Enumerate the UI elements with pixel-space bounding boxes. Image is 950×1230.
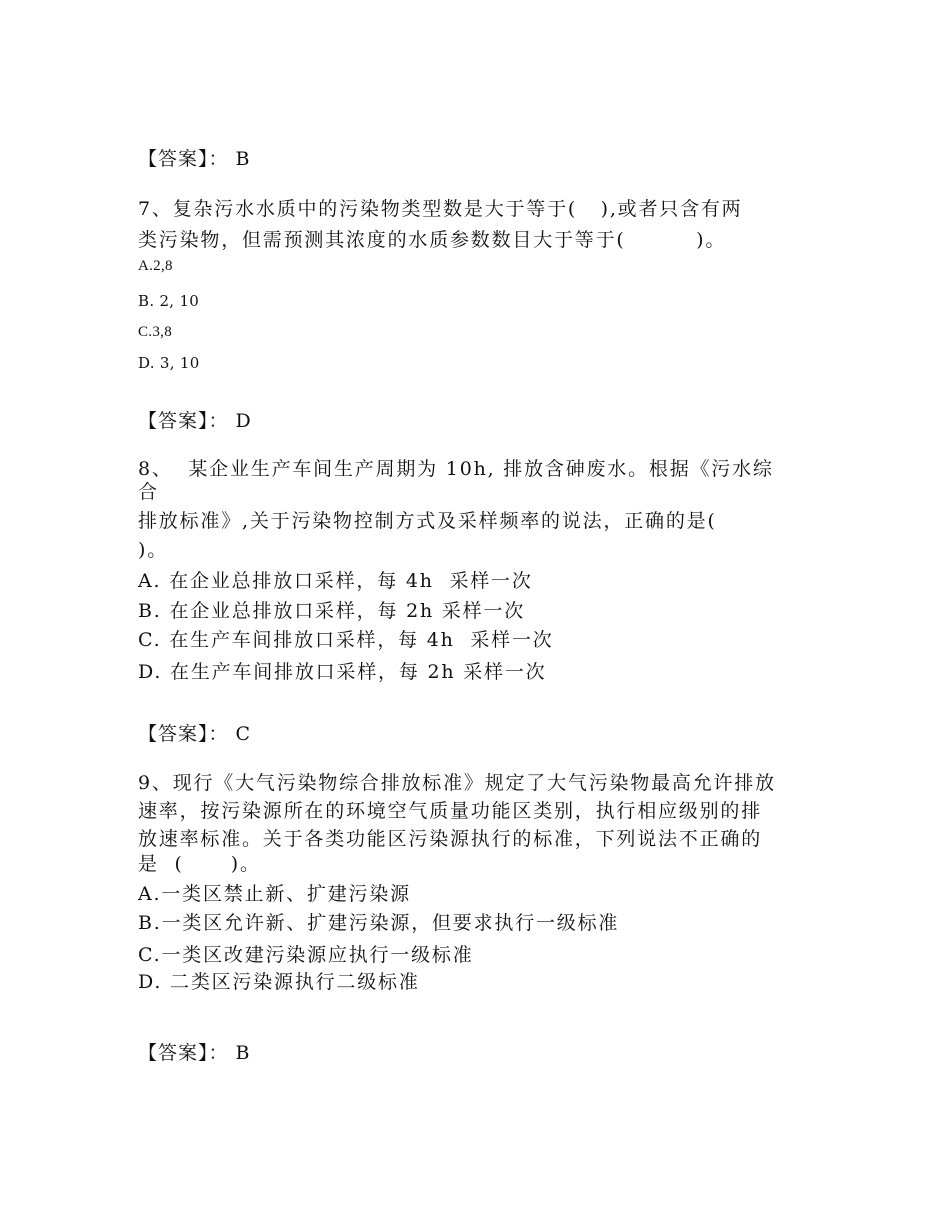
q9-option-c: C.一类区改建污染源应执行一级标准 — [138, 944, 474, 966]
q7-stem-line-2: 类污染物，但需预测其浓度的水质参数数目大于等于( )。 — [138, 229, 727, 251]
q8-stem-line-3: 排放标准》,关于污染物控制方式及采样频率的说法，正确的是( — [138, 510, 717, 532]
q7-stem-line-1: 7、复杂污水水质中的污染物类型数是大于等于( ),或者只含有两 — [138, 198, 743, 220]
q8-stem-line-2: 合 — [138, 481, 159, 503]
answer-q9: 【答案】： B — [138, 1042, 251, 1064]
q9-stem-line-2: 速率，按污染源所在的环境空气质量功能区类别，执行相应级别的排 — [138, 800, 763, 822]
q9-option-b: B.一类区允许新、扩建污染源，但要求执行一级标准 — [138, 912, 620, 934]
answer-q7: 【答案】： D — [138, 410, 252, 432]
q8-option-b: B. 在企业总排放口采样，每 2h 采样一次 — [138, 600, 526, 622]
q7-option-c: C.3,8 — [138, 324, 173, 340]
q7-option-b: B. 2, 10 — [138, 292, 200, 310]
q9-stem-line-3: 放速率标准。关于各类功能区污染源执行的标准，下列说法不正确的 — [138, 828, 763, 850]
q8-option-a: A. 在企业总排放口采样，每 4h 采样一次 — [138, 570, 533, 592]
q8-stem-line-4: )。 — [138, 539, 169, 561]
q9-option-a: A.一类区禁止新、扩建污染源 — [138, 883, 411, 905]
q8-stem-line-1: 8、 某企业生产车间生产周期为 10h, 排放含砷废水。根据《污水综 — [138, 458, 774, 480]
q9-option-d: D. 二类区污染源执行二级标准 — [138, 971, 420, 993]
q7-option-a: A.2,8 — [138, 258, 173, 274]
answer-q6: 【答案】： B — [138, 148, 251, 170]
q7-option-d: D. 3, 10 — [138, 354, 200, 372]
q8-option-d: D. 在生产车间排放口采样，每 2h 采样一次 — [138, 661, 547, 683]
answer-q8: 【答案】： C — [138, 723, 252, 745]
q9-stem-line-4: 是 ( )。 — [138, 853, 261, 875]
q9-stem-line-1: 9、现行《大气污染物综合排放标准》规定了大气污染物最高允许排放 — [138, 772, 776, 794]
q8-option-c: C. 在生产车间排放口采样，每 4h 采样一次 — [138, 629, 554, 651]
